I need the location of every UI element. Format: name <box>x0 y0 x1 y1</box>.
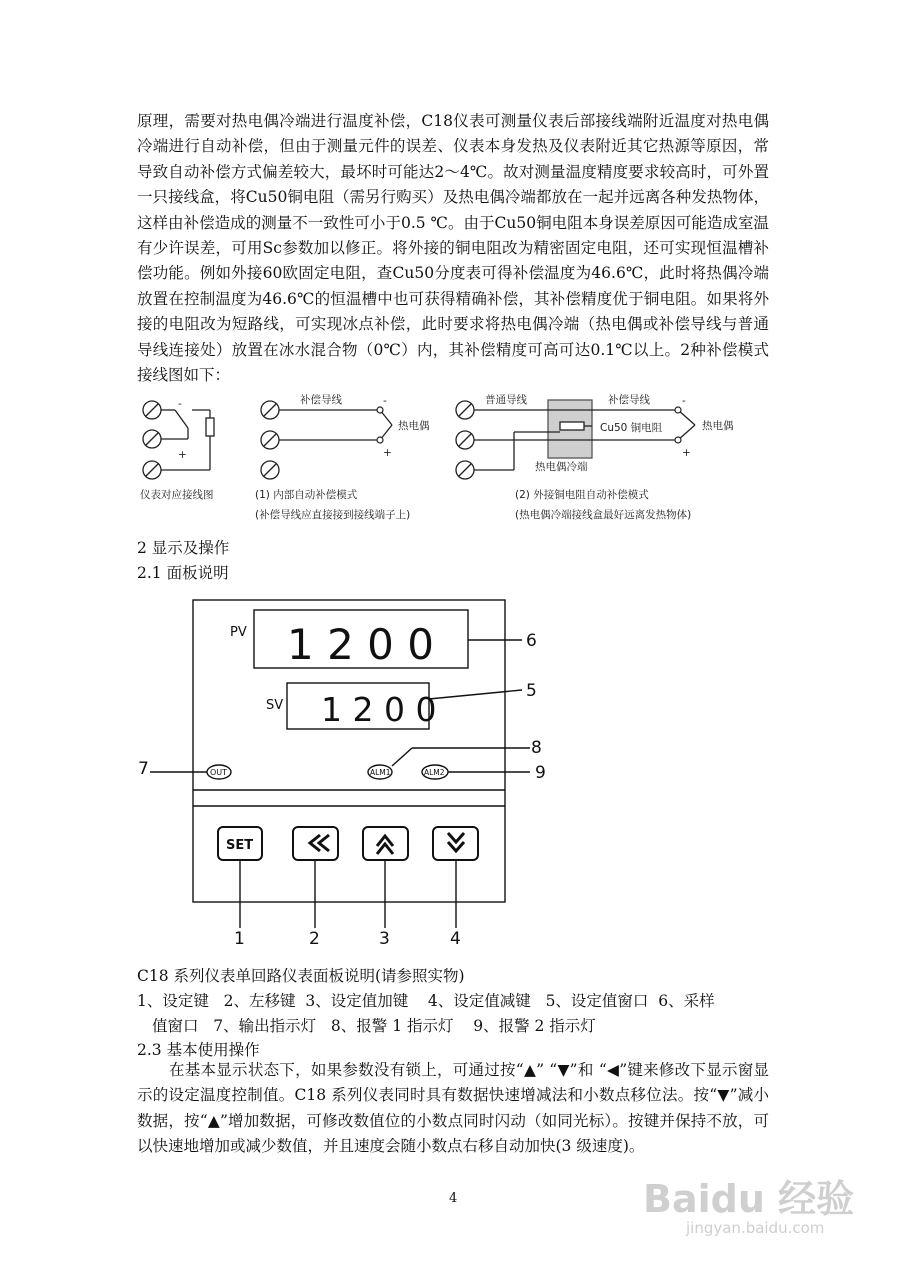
fig1-wire-label: 补偿导线 <box>300 394 342 406</box>
section-2-1-heading: 2.1 面板说明 <box>137 564 229 582</box>
alm1-indicator-label: ALM1 <box>370 768 391 777</box>
baidu-watermark-logo: Baidu 经验 <box>643 1177 855 1221</box>
callout-2: 2 <box>309 929 320 949</box>
fig1-minus: - <box>383 395 387 407</box>
callout-4: 4 <box>450 929 461 949</box>
fig2-plain-wire-label: 普通导线 <box>485 394 527 406</box>
fig1-caption: (1) 内部自动补偿模式 <box>255 489 358 501</box>
alm2-indicator-label: ALM2 <box>424 768 445 777</box>
callout-9: 9 <box>535 763 546 783</box>
pv-display-value: 1 2 0 0 <box>287 620 434 669</box>
baidu-watermark-url: jingyan.baidu.com <box>686 1219 825 1237</box>
callout-5: 5 <box>526 681 537 701</box>
fig2-plus: + <box>682 447 691 459</box>
section-2-heading: 2 显示及操作 <box>137 539 230 557</box>
callout-6: 6 <box>526 631 537 651</box>
fig2-minus: - <box>682 395 686 407</box>
fig2-note: (热电偶冷端接线盒最好远离发热物体) <box>515 509 692 521</box>
callout-7: 7 <box>138 759 149 779</box>
fig0-plus: + <box>178 449 187 461</box>
pv-label: PV <box>230 625 247 640</box>
fig2-comp-wire-label: 补偿导线 <box>608 394 650 406</box>
fig1-tc-label: 热电偶 <box>398 420 430 432</box>
out-indicator-label: OUT <box>210 768 228 777</box>
fig2-caption: (2) 外接铜电阻自动补偿模式 <box>515 489 649 501</box>
fig2-tc-label: 热电偶 <box>702 420 734 432</box>
sv-display-value: 1 2 0 0 <box>321 690 437 729</box>
callout-8: 8 <box>531 738 542 758</box>
callout-3: 3 <box>379 929 390 949</box>
fig0-minus: - <box>178 398 182 410</box>
fig1-plus: + <box>383 447 392 459</box>
wiring-diagrams <box>130 388 750 523</box>
panel-caption: C18 系列仪表单回路仪表面板说明(请参照实物) <box>137 967 465 985</box>
callout-1: 1 <box>234 929 245 949</box>
fig2-cold-end-label: 热电偶冷端 <box>535 461 588 473</box>
intro-paragraph: 原理，需要对热电偶冷端进行温度补偿，C18仪表可测量仪表后部接线端附近温度对热电偶冷端进行自动补偿，但由于测量元件的误差、仪表本身发热及仪表附近其它热源等原因，常导致自动补偿方式偏差较大，最坏时可能达2～4℃。故对测量温度精度要求较高时，可外置一只接线盒，将Cu50铜电阻（需另行购买）及热电偶冷端都放在一起并远离各种发热物体，这样由补偿造成的测量不一致性可小于0.5 ℃。由于Cu50铜电阻本身误差原因可能造成室温有少许误差，可用Sc参数加以修正。将外接的铜电阻改为精密固定电阻，还可实现恒温槽补偿功能。例如外接60欧固定电阻，查Cu50分度表可得补偿温度为46.6℃，此时将热偶冷端放置在控制温度为46.6℃的恒温槽中也可获得精确补偿，其补偿精度优于铜电阻。如果将外接的电阻改为短路线，可实现冰点补偿，此时要求将热电偶冷端（热电偶或补偿导线与普通导线连接处）放置在冰水混合物（0℃）内，其补偿精度可高可达0.1℃以上。2种补偿模式接线图如下： <box>137 112 769 385</box>
fig2-resistor-label: Cu50 铜电阻 <box>600 422 663 434</box>
panel-diagram <box>130 590 570 950</box>
set-button-label: SET <box>226 838 254 853</box>
page-number: 4 <box>449 1191 458 1206</box>
legend-line-2: 值窗口 7、输出指示灯 8、报警 1 指示灯 9、报警 2 指示灯 <box>152 1017 596 1035</box>
basic-operation-paragraph: 在基本显示状态下，如果参数没有锁上，可通过按“▲” “▼”和 “◀”键来修改下显示窗显示的设定温度控制值。C18 系列仪表同时具有数据快速增减法和小数点移位法。按“▼”减小数据，按“▲”增加数据，可修改数值位的小数点同时闪动（如同光标）。按键并保持不放，可以快速地增加或减少数值，并且速度会随小数点右移自动加快(3 级速度)。 <box>137 1061 769 1156</box>
section-2-3-heading: 2.3 基本使用操作 <box>137 1041 260 1059</box>
fig0-caption: 仪表对应接线图 <box>140 489 214 501</box>
sv-label: SV <box>266 698 284 713</box>
fig1-note: (补偿导线应直接接到接线端子上) <box>255 509 411 521</box>
legend-line-1: 1、设定键 2、左移键 3、设定值加键 4、设定值减键 5、设定值窗口 6、采样 <box>137 992 715 1010</box>
